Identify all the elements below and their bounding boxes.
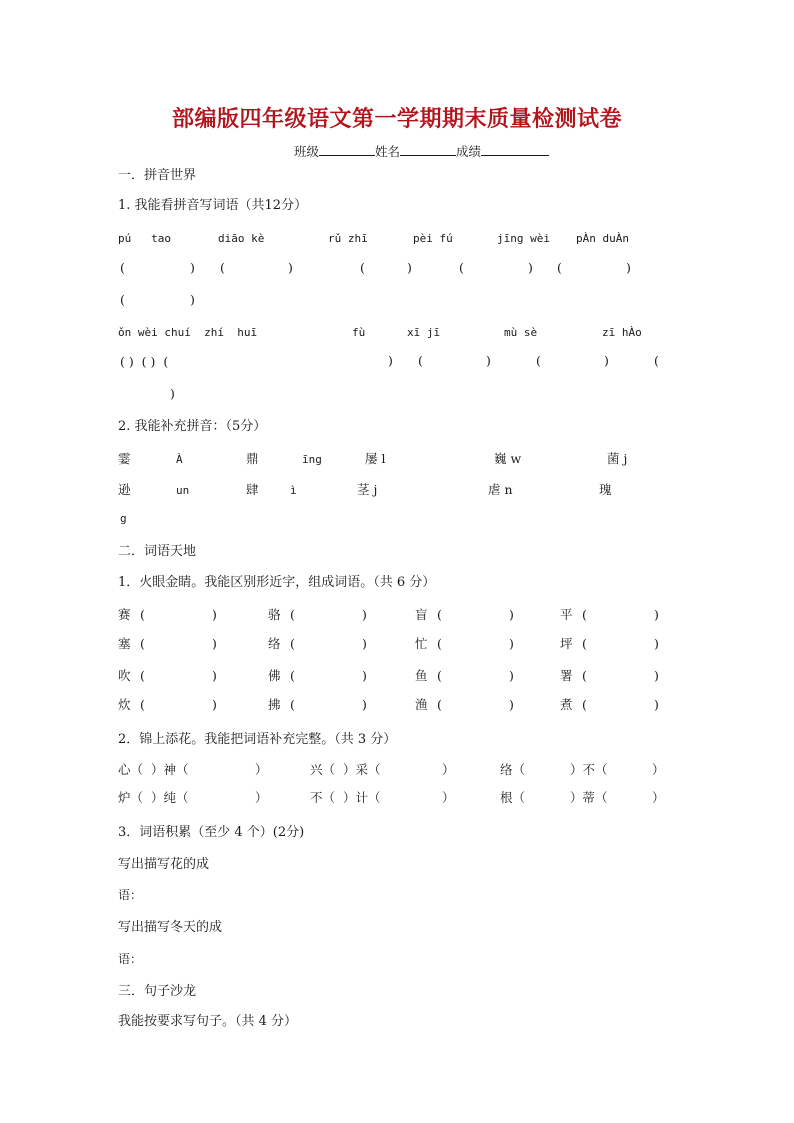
answer-bracket-close: ) <box>654 697 659 712</box>
answer-bracket-open: ( <box>557 260 562 275</box>
char-item: 肆 <box>246 482 259 497</box>
idiom-item: ） <box>255 762 268 777</box>
pinyin-fragment: À <box>176 453 183 466</box>
pinyin-item: rǔ zhī <box>328 232 368 245</box>
answer-bracket-close: ) <box>170 386 175 401</box>
answer-bracket-close: ) <box>190 260 195 275</box>
answer-bracket-close: ) <box>604 353 609 368</box>
pinyin-item: pú tao <box>118 232 171 245</box>
answer-bracket-close: ) <box>388 353 393 368</box>
answer-bracket-open: ( <box>582 668 587 683</box>
answer-bracket-open: ( <box>437 607 442 622</box>
similar-char: 煮 <box>560 697 573 712</box>
score-label: 成绩 <box>456 144 482 159</box>
pinyin-item: pèi fú <box>413 232 453 245</box>
answer-bracket-open: ( <box>290 697 295 712</box>
answer-bracket-close: ) <box>509 636 514 651</box>
answer-bracket-open: ( <box>140 668 145 683</box>
prompt-text: 写出描写冬天的成 <box>118 920 223 935</box>
answer-bracket-close: ) <box>212 697 217 712</box>
answer-bracket-open: ( <box>120 260 125 275</box>
idiom-item: ）蒂（ <box>570 790 608 805</box>
answer-bracket-close: ) <box>654 668 659 683</box>
pinyin-item: fù <box>352 326 366 339</box>
section-heading: 三．句子沙龙 <box>118 984 197 999</box>
class-label: 班级 <box>294 144 320 159</box>
section-heading: 二．词语天地 <box>118 544 197 559</box>
similar-char: 拂 <box>268 697 281 712</box>
idiom-item: ）不（ <box>570 762 608 777</box>
answer-bracket-close: ) <box>212 668 217 683</box>
similar-char: 忙 <box>415 636 428 651</box>
answer-bracket-open: ( <box>290 668 295 683</box>
question-heading: 3．词语积累（至少 4 个）(2分) <box>118 825 305 840</box>
answer-bracket-close: ) <box>509 668 514 683</box>
pinyin-item: pÀn duÀn <box>576 232 629 245</box>
pinyin-item: zī hÀo <box>602 326 642 339</box>
answer-bracket-open: ( <box>290 607 295 622</box>
pinyin-fragment: un <box>176 484 190 497</box>
idiom-item: 不（ ）计（ <box>310 790 381 805</box>
similar-char: 署 <box>560 668 573 683</box>
class-blank[interactable] <box>319 144 375 156</box>
answer-bracket-close: ) <box>362 697 367 712</box>
similar-char: 骆 <box>268 607 281 622</box>
answer-bracket-close: ) <box>626 260 631 275</box>
section-heading: 一．拼音世界 <box>118 168 197 183</box>
answer-bracket-open: ( <box>140 636 145 651</box>
answer-bracket-open: ( <box>654 353 659 368</box>
idiom-item: 根（ <box>500 790 526 805</box>
answer-bracket-close: ) <box>212 607 217 622</box>
idiom-item: ） <box>652 790 665 805</box>
pinyin-item: xī jī <box>407 326 441 339</box>
similar-char: 塞 <box>118 636 131 651</box>
answer-bracket-open: ( <box>437 636 442 651</box>
char-item: 逊 <box>118 482 131 497</box>
answer-bracket-open: ( <box>120 292 125 307</box>
answer-bracket-open: ( <box>582 697 587 712</box>
pinyin-item: ǒn wèi chuí zhí huī <box>118 326 258 339</box>
question-heading: 我能按要求写句子。（共 4 分） <box>118 1014 298 1029</box>
char-item: 茎 j <box>357 482 378 497</box>
similar-char: 络 <box>268 636 281 651</box>
answer-bracket-open: ( <box>290 636 295 651</box>
char-item: 虐 n <box>488 482 513 497</box>
answer-bracket-group: ( ) ( ) ( <box>120 354 169 369</box>
question-heading: 2．锦上添花。我能把词语补充完整。（共 3 分） <box>118 732 397 747</box>
char-item: 巍 w <box>494 451 522 466</box>
answer-bracket-close: ) <box>654 636 659 651</box>
char-item: 瑰 <box>599 482 612 497</box>
answer-bracket-close: ) <box>486 353 491 368</box>
idiom-item: ） <box>442 790 455 805</box>
char-item: 菌 j <box>607 451 628 466</box>
pinyin-fragment: g <box>120 512 127 525</box>
idiom-item: ） <box>652 762 665 777</box>
similar-char: 平 <box>560 607 573 622</box>
pinyin-item: jīng wèi <box>497 232 550 245</box>
answer-bracket-open: ( <box>140 697 145 712</box>
similar-char: 坪 <box>560 636 573 651</box>
answer-bracket-close: ) <box>362 607 367 622</box>
idiom-item: ） <box>442 762 455 777</box>
answer-bracket-close: ) <box>362 636 367 651</box>
similar-char: 赛 <box>118 607 131 622</box>
name-label: 姓名 <box>375 144 401 159</box>
answer-bracket-open: ( <box>140 607 145 622</box>
similar-char: 佛 <box>268 668 281 683</box>
answer-bracket-open: ( <box>220 260 225 275</box>
answer-bracket-close: ) <box>509 697 514 712</box>
question-heading: 1．火眼金睛。我能区别形近字，组成词语。（共 6 分） <box>118 575 436 590</box>
idiom-item: 炉（ ）纯（ <box>118 790 189 805</box>
char-item: 鼎 <box>246 451 259 466</box>
answer-bracket-close: ) <box>654 607 659 622</box>
answer-bracket-close: ) <box>288 260 293 275</box>
answer-bracket-open: ( <box>437 668 442 683</box>
score-blank[interactable] <box>481 144 549 156</box>
idiom-item: 心（ ）神（ <box>118 762 189 777</box>
idiom-item: 络（ <box>500 762 526 777</box>
pinyin-item: mù sè <box>504 326 538 339</box>
answer-bracket-open: ( <box>582 636 587 651</box>
similar-char: 盲 <box>415 607 428 622</box>
answer-bracket-close: ) <box>362 668 367 683</box>
similar-char: 渔 <box>415 697 428 712</box>
similar-char: 炊 <box>118 697 131 712</box>
page-title: 部编版四年级语文第一学期期末质量检测试卷 <box>171 106 622 132</box>
similar-char: 吹 <box>118 668 131 683</box>
similar-char: 鱼 <box>415 668 428 683</box>
answer-bracket-open: ( <box>536 353 541 368</box>
pinyin-fragment: ì <box>290 484 297 497</box>
answer-bracket-close: ) <box>407 260 412 275</box>
answer-bracket-close: ) <box>509 607 514 622</box>
answer-bracket-close: ) <box>212 636 217 651</box>
student-info-line <box>294 142 549 160</box>
answer-bracket-open: ( <box>418 353 423 368</box>
answer-bracket-open: ( <box>437 697 442 712</box>
prompt-text: 语： <box>118 952 143 966</box>
name-blank[interactable] <box>400 144 456 156</box>
answer-bracket-open: ( <box>459 260 464 275</box>
answer-bracket-open: ( <box>360 260 365 275</box>
pinyin-item: diāo kè <box>218 232 265 245</box>
answer-bracket-open: ( <box>582 607 587 622</box>
prompt-text: 语： <box>118 888 143 902</box>
answer-bracket-close: ) <box>190 292 195 307</box>
idiom-item: 兴（ ）采（ <box>310 762 381 777</box>
answer-bracket-close: ) <box>528 260 533 275</box>
question-heading: 1. 我能看拼音写词语（共12分） <box>118 198 308 213</box>
pinyin-fragment: īng <box>302 453 322 466</box>
prompt-text: 写出描写花的成 <box>118 857 210 872</box>
question-heading: 2. 我能补充拼音：（5分） <box>118 419 267 434</box>
char-item: 屡 l <box>365 451 386 466</box>
idiom-item: ） <box>255 790 268 805</box>
char-item: 霎 <box>118 451 131 466</box>
